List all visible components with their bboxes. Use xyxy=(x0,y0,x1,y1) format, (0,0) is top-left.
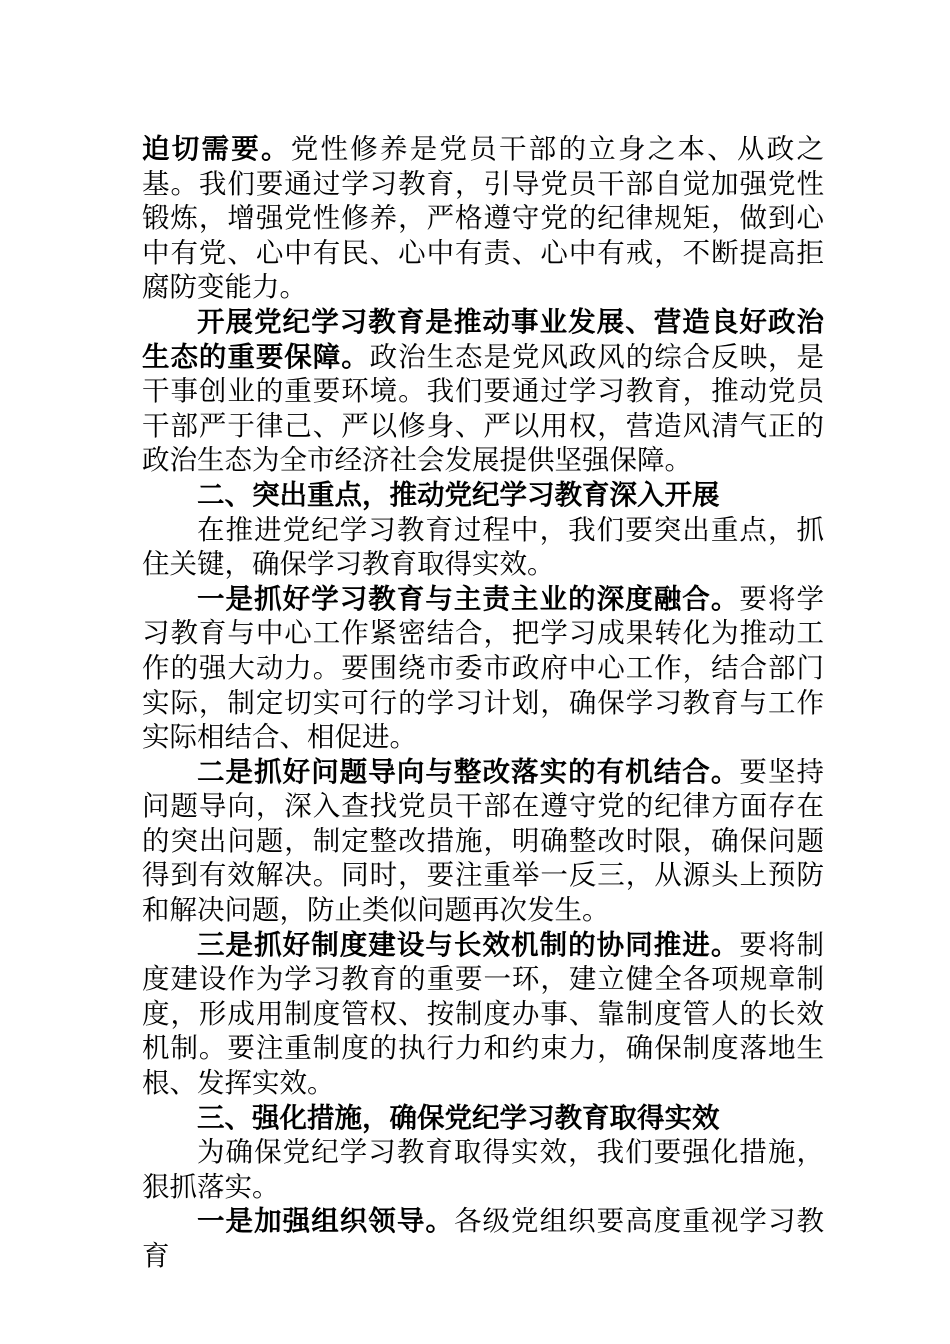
text-run: 三、强化措施，确保党纪学习教育取得实效 xyxy=(197,1101,720,1133)
paragraph xyxy=(142,1135,824,1204)
section-heading xyxy=(142,478,824,513)
text-run: 为确保党纪学习教育取得实效，我们要强化措施，狠抓落实。 xyxy=(142,1136,824,1202)
bold-text-run: 一是抓好学习教育与主责主业的深度融合。 xyxy=(197,582,740,614)
text-run: 要坚持问题导向，深入查找党员干部在遵守党的纪律方面存在的突出问题，制定整改措施，明确整改时限，确保问题得到有效解决。同时，要注重举一反三，从源头上预防和解决问题，防止类似问题再次发生。 xyxy=(142,755,825,926)
paragraph xyxy=(142,132,824,305)
paragraph xyxy=(142,305,824,478)
paragraph xyxy=(142,755,824,928)
bold-text-run: 开展党纪学习教育是推动事业发展、营造良好政治生态的重要保障。 xyxy=(142,305,824,372)
text-run: 在推进党纪学习教育过程中，我们要突出重点，抓住关键，确保学习教育取得实效。 xyxy=(142,513,824,580)
section-heading xyxy=(142,1101,824,1136)
text-run: 各级党组织要高度重视学习教育 xyxy=(142,1205,825,1271)
text-run: 要将学习教育与中心工作紧密结合，把学习成果转化为推动工作的强大动力。要围绕市委市政府中心工作，结合部门实际，制定切实可行的学习计划，确保学习教育与工作实际相结合、相促进。 xyxy=(142,582,825,753)
paragraph xyxy=(142,1204,824,1273)
paragraph xyxy=(142,513,824,582)
bold-text-run: 一是加强组织领导。 xyxy=(197,1205,454,1237)
text-run: 党性修养是党员干部的立身之本、从政之基。我们要通过学习教育，引导党员干部自觉加强党性锻炼，增强党性修养，严格遵守党的纪律规矩，做到心中有党、心中有民、心中有责、心中有戒，不断提高拒腐防变能力。 xyxy=(142,133,824,303)
paragraph xyxy=(142,928,824,1101)
bold-text-run: 迫切需要。 xyxy=(142,133,291,164)
text-run: 要将制度建设作为学习教育的重要一环，建立健全各项规章制度，形成用制度管权、按制度办事、靠制度管人的长效机制。要注重制度的执行力和约束力，确保制度落地生根、发挥实效。 xyxy=(142,928,825,1099)
bold-text-run: 二是抓好问题导向与整改落实的有机结合。 xyxy=(197,755,740,787)
bold-text-run: 三是抓好制度建设与长效机制的协同推进。 xyxy=(197,928,740,960)
document-body xyxy=(142,132,824,1274)
paragraph xyxy=(142,582,824,755)
text-run: 政治生态是党风政风的综合反映，是干事创业的重要环境。我们要通过学习教育，推动党员干部严于律己、严以修身、严以用权，营造风清气正的政治生态为全市经济社会发展提供坚强保障。 xyxy=(142,340,825,476)
text-run: 二、突出重点，推动党纪学习教育深入开展 xyxy=(197,478,720,510)
